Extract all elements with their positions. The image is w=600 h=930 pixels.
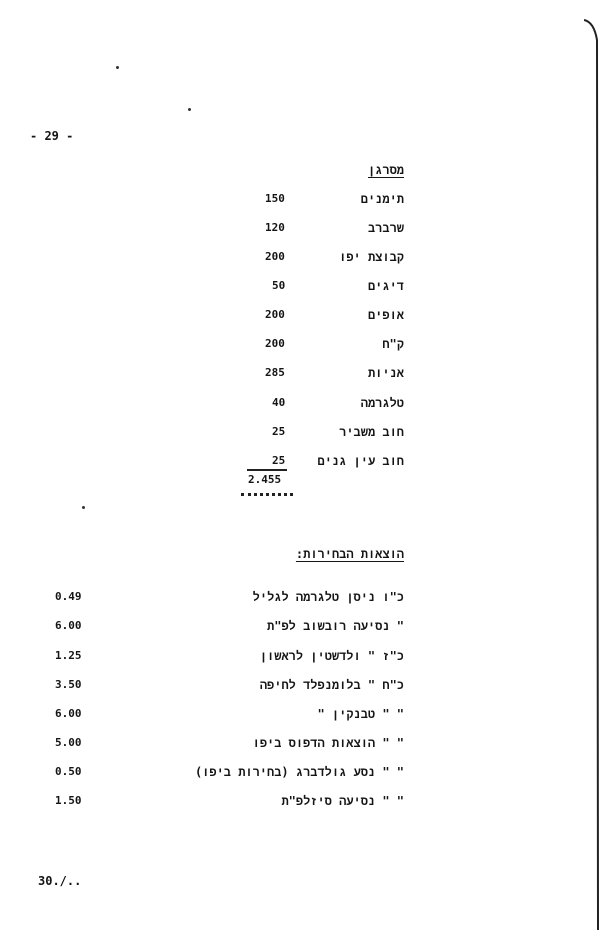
item-value: 200 — [265, 337, 285, 350]
speck — [116, 66, 119, 69]
expense-amount: 1.50 — [55, 794, 82, 807]
expense-desc: " " נסע גולדברג (בחירות ביפו) — [194, 765, 404, 779]
section-title: מסרגן — [367, 163, 404, 177]
section-title: הוצאות הבחירות: — [295, 547, 404, 561]
item-label: טלגרמה — [360, 396, 404, 410]
item-label: אניות — [367, 366, 404, 380]
expense-desc: " " נסיעה סיזלפ"ת — [281, 794, 404, 808]
item-label: דיגים — [367, 279, 404, 293]
item-value: 25 — [272, 425, 286, 438]
double-rule — [241, 493, 293, 496]
sum-rule — [247, 469, 287, 471]
speck — [82, 506, 85, 509]
item-label: תימנים — [360, 192, 404, 206]
item-value: 40 — [272, 396, 286, 409]
item-value: 200 — [265, 308, 285, 321]
item-label: אופים — [367, 308, 404, 322]
page-edge-shadow — [584, 0, 600, 930]
item-label: ק"ח — [382, 337, 404, 351]
expense-desc: " " הוצאות הדפוס ביפו — [252, 736, 404, 750]
item-value: 150 — [265, 192, 285, 205]
expense-desc: " " טבנקין " — [317, 707, 404, 721]
expense-desc: " נסיעה רובשוב לפ"ת — [267, 619, 404, 633]
expense-amount: 3.50 — [55, 678, 82, 691]
expense-desc: כ"ז " ולדשטין לראשון — [259, 649, 404, 663]
item-value: 25 — [272, 454, 286, 467]
item-value: 200 — [265, 250, 285, 263]
expense-amount: 0.50 — [55, 765, 82, 778]
item-label: קבוצת יפו — [339, 250, 404, 264]
expense-amount: 1.25 — [55, 649, 82, 662]
item-value: 120 — [265, 221, 285, 234]
item-label: חוב משביר — [339, 425, 404, 439]
item-value: 285 — [265, 366, 285, 379]
total-value: 2.455 — [248, 473, 282, 486]
expense-amount: 0.49 — [55, 590, 82, 603]
item-label: שרברב — [367, 221, 404, 235]
page-number: - 29 - — [30, 129, 74, 143]
expense-amount: 5.00 — [55, 736, 82, 749]
item-value: 50 — [272, 279, 286, 292]
expense-amount: 6.00 — [55, 707, 82, 720]
expense-desc: כ"ו ניסן טלגרמה לגליל — [252, 590, 404, 604]
expense-desc: כ"ח " בלומנפלד לחיפה — [259, 678, 404, 692]
continuation-marker: 30./.. — [38, 874, 82, 888]
item-label: חוב עין גנים — [317, 454, 404, 468]
expense-amount: 6.00 — [55, 619, 82, 632]
speck — [188, 108, 191, 111]
